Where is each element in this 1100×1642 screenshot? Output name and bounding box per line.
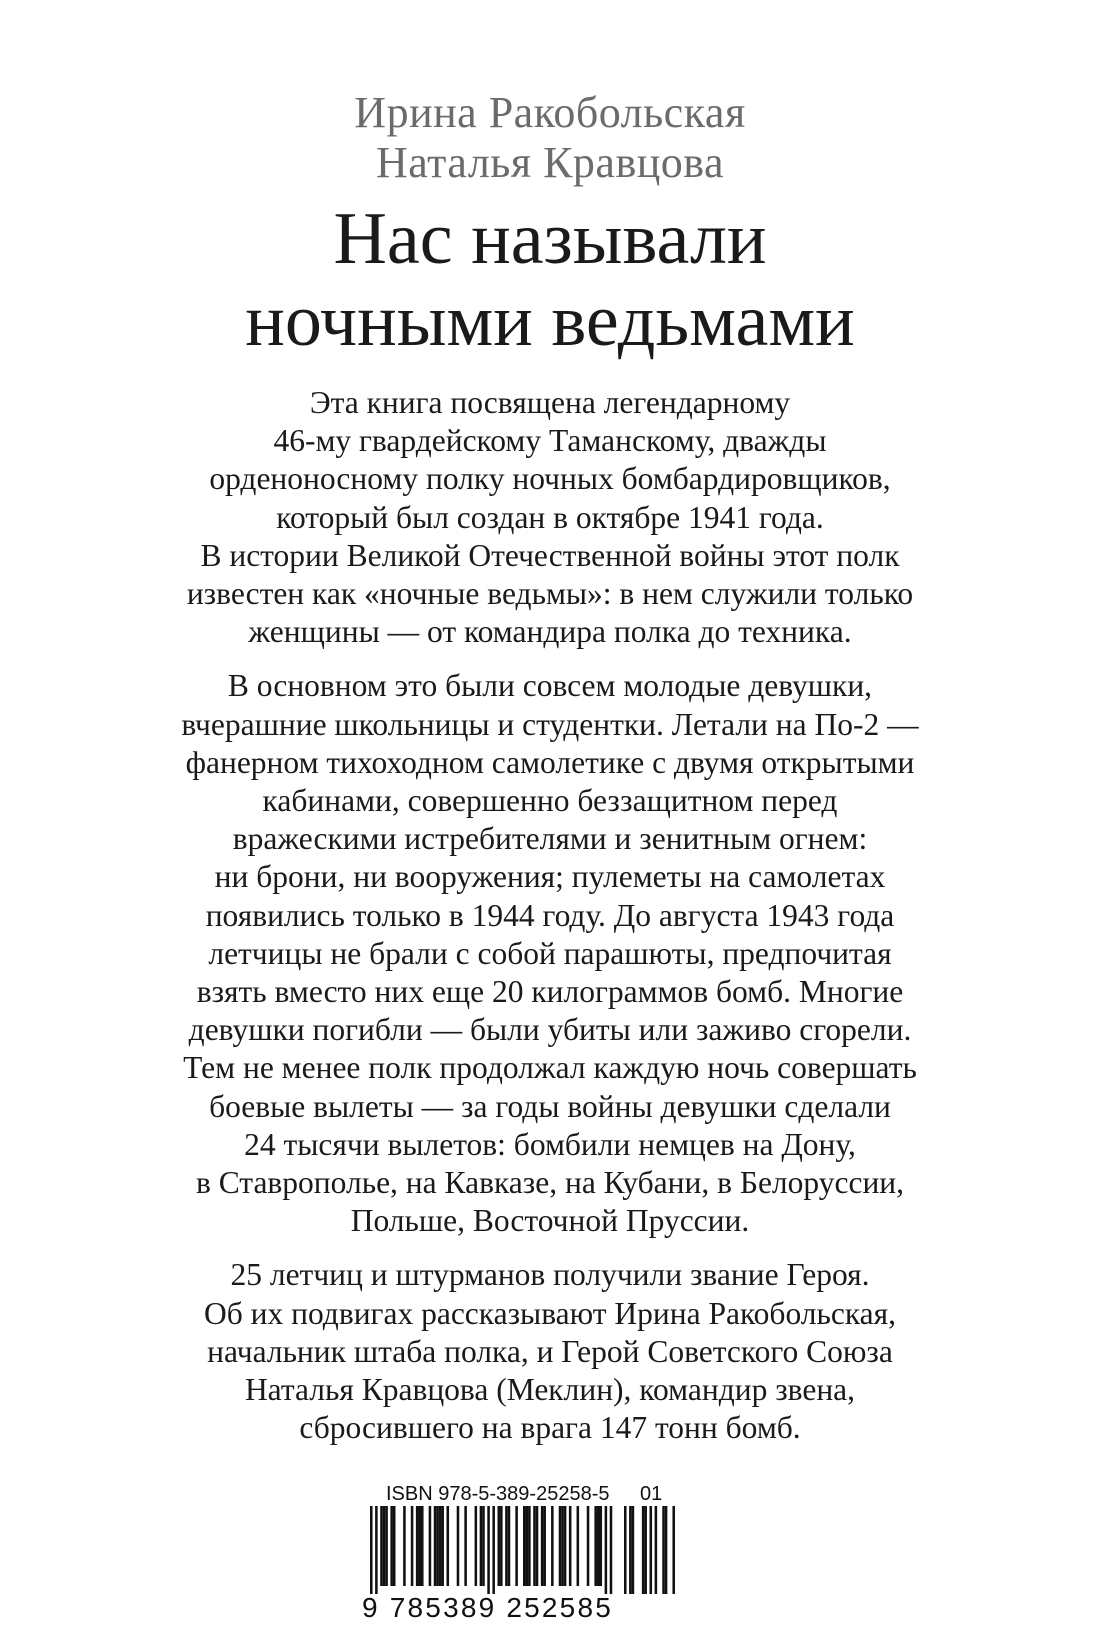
- text-line: фанерном тихоходном самолетике с двумя открытыми: [185, 744, 915, 780]
- barcode-bar: [594, 1506, 597, 1586]
- barcode-bar: [385, 1506, 388, 1586]
- author-name: Наталья Кравцова: [375, 138, 725, 187]
- barcode-bar: [561, 1506, 564, 1586]
- barcode-bar: [390, 1506, 393, 1586]
- barcode-bar: [421, 1506, 424, 1586]
- barcode-bar: [505, 1506, 508, 1586]
- barcode-bar: [605, 1506, 608, 1594]
- barcode-bar: [482, 1506, 485, 1586]
- barcode-bar: [541, 1506, 544, 1586]
- title-line: Нас называли: [333, 198, 767, 280]
- addon-bar: [665, 1506, 668, 1594]
- text-line: вражескими истребителями и зенитным огнем:: [232, 821, 868, 857]
- text-line: женщины — от командира полка до техника.: [248, 614, 852, 650]
- title-line: ночными ведьмами: [245, 280, 855, 362]
- annotation-text: [60, 384, 1040, 1447]
- barcode-bar: [587, 1506, 590, 1586]
- barcode-bar: [370, 1506, 373, 1594]
- isbn-label: ISBN 978-5-389-25258-5: [386, 1483, 610, 1505]
- barcode-bar: [543, 1506, 546, 1586]
- addon-bar: [632, 1506, 635, 1594]
- text-line: 24 тысячи вылетов: бомбили немцев на Дону,: [244, 1126, 856, 1162]
- addon-bar: [629, 1506, 632, 1594]
- barcode-bar: [380, 1506, 383, 1586]
- addon-bar: [650, 1506, 653, 1594]
- barcode-bar: [480, 1506, 483, 1586]
- barcode-bar: [393, 1506, 396, 1586]
- barcode-bar: [508, 1506, 511, 1586]
- text-line: летчицы не брали с собой парашюты, предпочитая: [208, 935, 892, 971]
- addon-bar: [642, 1506, 645, 1594]
- text-line: появились только в 1944 году. До августа 1943 года: [205, 897, 895, 933]
- text-line: кабинами, совершенно беззащитном перед: [262, 783, 838, 819]
- text-line: Наталья Кравцова (Меклин), командир звена,: [244, 1372, 856, 1408]
- annotation-paragraph: [60, 384, 1040, 651]
- barcode-bar: [528, 1506, 531, 1586]
- text-line: вчерашние школьницы и студентки. Летали на По-2 —: [181, 706, 919, 742]
- addon-bar: [662, 1506, 665, 1594]
- barcode-bar: [492, 1506, 495, 1594]
- barcode-bar: [564, 1506, 567, 1586]
- barcode-bar: [523, 1506, 526, 1586]
- barcode-bar: [597, 1506, 600, 1586]
- barcode-bar: [447, 1506, 450, 1586]
- text-line: известен как «ночные ведьмы»: в нем служили только: [186, 576, 914, 612]
- barcode-bar: [411, 1506, 414, 1586]
- barcode-bar: [536, 1506, 539, 1586]
- text-line: начальник штаба полка, и Герой Советского Союза: [207, 1333, 893, 1369]
- text-line: ни брони, ни вооружения; пулеметы на самолетах: [214, 859, 886, 895]
- text-line: девушки погибли — были убиты или заживо сгорели.: [188, 1012, 912, 1048]
- author-name: Ирина Ракобольская: [354, 88, 746, 137]
- barcode-bar: [383, 1506, 386, 1586]
- barcode-bars: [356, 1506, 678, 1594]
- text-line: который был создан в октябре 1941 года.: [276, 499, 824, 535]
- barcode-bar: [403, 1506, 406, 1586]
- barcode-bar: [464, 1506, 467, 1586]
- text-line: в Ставрополье, на Кавказе, на Кубани, в Белоруссии,: [195, 1165, 905, 1201]
- barcode-bar: [416, 1506, 419, 1586]
- barcode-bar: [436, 1506, 439, 1586]
- barcode-bar: [559, 1506, 562, 1586]
- text-line: Эта книга посвящена легендарному: [309, 385, 791, 420]
- text-line: боевые вылеты — за годы войны девушки сделали: [209, 1088, 891, 1124]
- barcode-bar: [610, 1506, 613, 1594]
- text-line: В истории Великой Отечественной войны этот полк: [200, 537, 900, 573]
- barcode-bar: [551, 1506, 554, 1586]
- barcode-bar: [577, 1506, 580, 1586]
- text-line: орденоносному полку ночных бомбардировщиков,: [209, 461, 891, 497]
- barcode-bar: [600, 1506, 603, 1586]
- isbn-addon-label: 01: [640, 1483, 663, 1505]
- ean-digits: 9 785389 252585: [362, 1592, 613, 1623]
- text-line: В основном это были совсем молодые девушки,: [227, 668, 873, 704]
- authors-block: [0, 88, 1100, 188]
- text-line: Тем не менее полк продолжал каждую ночь совершать: [183, 1050, 917, 1086]
- addon-bar: [655, 1506, 658, 1594]
- barcode-bar: [441, 1506, 444, 1586]
- barcode-bar: [418, 1506, 421, 1586]
- annotation-paragraph: [60, 1256, 1040, 1447]
- barcode-bar: [375, 1506, 378, 1594]
- barcode-bar: [434, 1506, 437, 1586]
- barcode-bar: [569, 1506, 572, 1586]
- barcode-bar: [533, 1506, 536, 1586]
- barcode-bar: [429, 1506, 432, 1586]
- addon-bar: [672, 1506, 675, 1594]
- barcode-bar: [515, 1506, 518, 1586]
- barcode-bar: [498, 1506, 501, 1586]
- barcode-bar: [457, 1506, 460, 1586]
- text-line: Об их подвигах рассказывают Ирина Ракобольская,: [203, 1295, 897, 1331]
- addon-bar: [644, 1506, 647, 1594]
- text-line: взять вместо них еще 20 килограммов бомб. Многие: [196, 974, 904, 1010]
- text-line: 25 летчиц и штурманов получили звание Героя.: [230, 1257, 870, 1293]
- text-line: сбросившего на врага 147 тонн бомб.: [299, 1410, 801, 1446]
- barcode-bar: [500, 1506, 503, 1586]
- barcode-bar: [487, 1506, 490, 1594]
- barcode-bar: [439, 1506, 442, 1586]
- barcode-bar: [475, 1506, 478, 1586]
- annotation-paragraph: [60, 667, 1040, 1240]
- addon-bar: [624, 1506, 627, 1594]
- barcode-bar: [526, 1506, 529, 1586]
- book-title: [0, 198, 1100, 362]
- text-line: 46-му гвардейскому Таманскому, дважды: [273, 423, 827, 459]
- text-line: Польше, Восточной Пруссии.: [350, 1203, 750, 1239]
